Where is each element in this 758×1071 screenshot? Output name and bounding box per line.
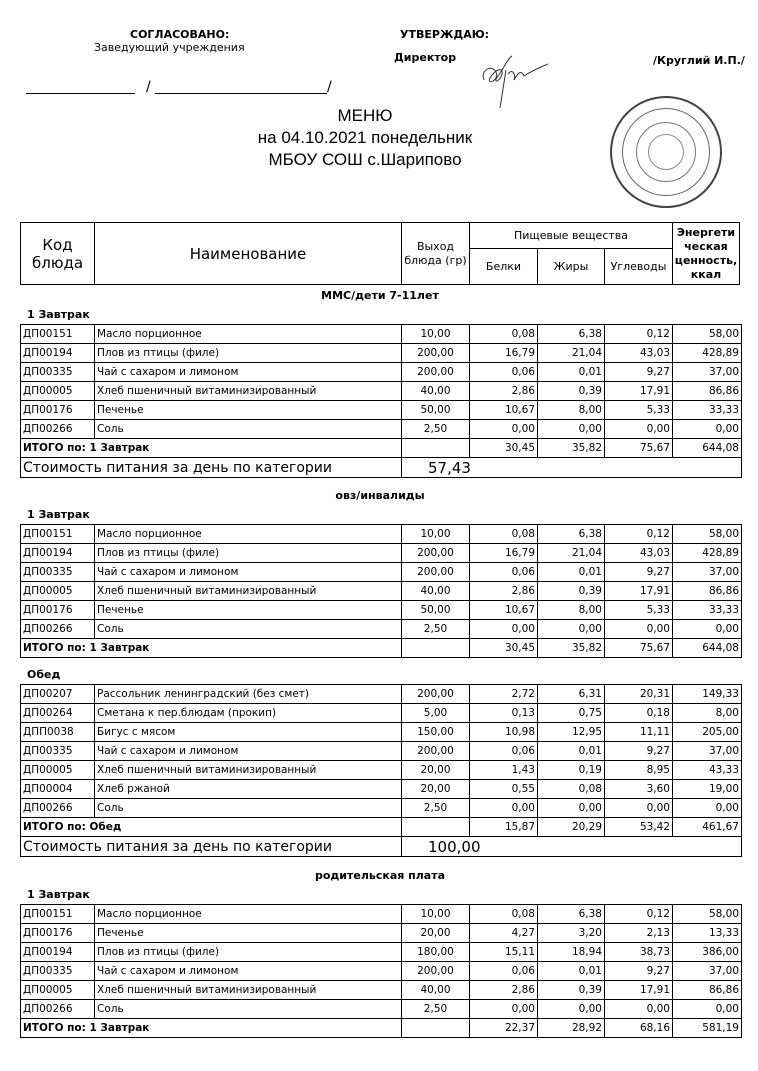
dish-yield: 50,00 <box>402 401 470 420</box>
dish-name: Масло порционное <box>95 905 402 924</box>
table-row <box>21 704 742 723</box>
signature-line <box>26 93 135 94</box>
dish-energy: 86,86 <box>673 582 742 601</box>
dish-energy: 19,00 <box>673 780 742 799</box>
dish-yield: 180,00 <box>402 943 470 962</box>
total-row <box>21 439 742 458</box>
table-row <box>21 620 742 639</box>
cost-row <box>21 837 742 857</box>
dish-yield: 10,00 <box>402 525 470 544</box>
total-label: ИТОГО по: 1 Завтрак <box>21 639 402 658</box>
dish-code: ДП00005 <box>21 382 95 401</box>
dish-yield: 200,00 <box>402 742 470 761</box>
table-header <box>20 222 740 285</box>
dish-code: ДП00335 <box>21 363 95 382</box>
dish-energy: 33,33 <box>673 401 742 420</box>
total-row <box>21 1019 742 1038</box>
total-label: ИТОГО по: 1 Завтрак <box>21 439 402 458</box>
dish-name: Печенье <box>95 401 402 420</box>
menu-table <box>20 904 742 1038</box>
col-fats: Жиры <box>538 249 605 284</box>
dish-code: ДП00266 <box>21 1000 95 1019</box>
dish-code: ДП00005 <box>21 981 95 1000</box>
dish-code: ДП00335 <box>21 563 95 582</box>
dish-code: ДП00194 <box>21 544 95 563</box>
dish-fats: 21,04 <box>538 544 605 563</box>
dish-carbs: 11,11 <box>605 723 673 742</box>
dish-fats: 0,19 <box>538 761 605 780</box>
total-carbs: 53,42 <box>605 818 673 837</box>
dish-yield: 2,50 <box>402 799 470 818</box>
dish-proteins: 0,06 <box>470 742 538 761</box>
dish-yield: 40,00 <box>402 981 470 1000</box>
dish-energy: 37,00 <box>673 962 742 981</box>
dish-yield: 40,00 <box>402 582 470 601</box>
dish-name: Соль <box>95 1000 402 1019</box>
dish-fats: 0,75 <box>538 704 605 723</box>
total-label: ИТОГО по: Обед <box>21 818 402 837</box>
section-title: ММС/дети 7-11лет <box>321 289 439 302</box>
dish-name: Масло порционное <box>95 325 402 344</box>
dish-proteins: 0,00 <box>470 1000 538 1019</box>
dish-name: Хлеб пшеничный витаминизированный <box>95 981 402 1000</box>
total-energy: 644,08 <box>673 439 742 458</box>
dish-carbs: 0,12 <box>605 325 673 344</box>
dish-energy: 386,00 <box>673 943 742 962</box>
dish-carbs: 20,31 <box>605 685 673 704</box>
total-energy: 581,19 <box>673 1019 742 1038</box>
dish-proteins: 0,08 <box>470 525 538 544</box>
dish-yield: 2,50 <box>402 420 470 439</box>
total-carbs: 75,67 <box>605 439 673 458</box>
dish-code: ДП00005 <box>21 761 95 780</box>
dish-proteins: 0,55 <box>470 780 538 799</box>
dish-fats: 0,39 <box>538 981 605 1000</box>
dish-energy: 0,00 <box>673 620 742 639</box>
dish-carbs: 38,73 <box>605 943 673 962</box>
dish-yield: 200,00 <box>402 344 470 363</box>
col-carbs: Углеводы <box>610 260 667 273</box>
menu-table <box>20 324 742 478</box>
school-name: МБОУ СОШ с.Шарипово <box>268 150 462 169</box>
slash: / <box>327 79 332 95</box>
dish-yield: 200,00 <box>402 363 470 382</box>
table-row <box>21 981 742 1000</box>
dish-yield: 5,00 <box>402 704 470 723</box>
dish-proteins: 4,27 <box>470 924 538 943</box>
dish-code: ДП00176 <box>21 924 95 943</box>
stamp-icon <box>610 96 722 208</box>
dish-name: Плов из птицы (филе) <box>95 544 402 563</box>
dish-code: ДП00194 <box>21 943 95 962</box>
total-carbs: 68,16 <box>605 1019 673 1038</box>
dish-code: ДП00266 <box>21 620 95 639</box>
dish-carbs: 0,12 <box>605 525 673 544</box>
meal-title: 1 Завтрак <box>27 888 90 901</box>
section-title: родительская плата <box>314 869 446 882</box>
dish-code: ДП00176 <box>21 601 95 620</box>
dish-fats: 6,38 <box>538 325 605 344</box>
dish-proteins: 0,00 <box>470 420 538 439</box>
cost-value: 100,00 <box>402 837 742 857</box>
total-row <box>21 639 742 658</box>
dish-proteins: 2,72 <box>470 685 538 704</box>
dish-fats: 8,00 <box>538 601 605 620</box>
dish-code: ДП00335 <box>21 742 95 761</box>
dish-fats: 18,94 <box>538 943 605 962</box>
dish-carbs: 17,91 <box>605 981 673 1000</box>
table-row <box>21 525 742 544</box>
col-name: Наименование <box>95 223 402 284</box>
table-row <box>21 325 742 344</box>
dish-name: Чай с сахаром и лимоном <box>95 742 402 761</box>
menu-table <box>20 524 742 658</box>
table-row <box>21 401 742 420</box>
dish-energy: 58,00 <box>673 525 742 544</box>
dish-yield: 10,00 <box>402 325 470 344</box>
dish-name: Масло порционное <box>95 525 402 544</box>
col-nutrients: Пищевые вещества <box>470 223 672 249</box>
dish-fats: 0,01 <box>538 563 605 582</box>
dish-code: ДП00005 <box>21 582 95 601</box>
dish-energy: 86,86 <box>673 382 742 401</box>
total-fats: 35,82 <box>538 439 605 458</box>
dish-carbs: 0,12 <box>605 905 673 924</box>
dish-name: Чай с сахаром и лимоном <box>95 563 402 582</box>
dish-carbs: 9,27 <box>605 962 673 981</box>
dish-energy: 58,00 <box>673 325 742 344</box>
dish-name: Соль <box>95 799 402 818</box>
dish-fats: 0,39 <box>538 582 605 601</box>
col-code: Код блюда <box>21 223 95 284</box>
table-row <box>21 905 742 924</box>
dish-code: ДП00266 <box>21 799 95 818</box>
dish-carbs: 0,00 <box>605 1000 673 1019</box>
dish-fats: 21,04 <box>538 344 605 363</box>
dish-proteins: 16,79 <box>470 544 538 563</box>
col-nutrients-group <box>470 223 673 284</box>
dish-carbs: 2,13 <box>605 924 673 943</box>
dish-yield: 40,00 <box>402 382 470 401</box>
page-title <box>200 105 530 171</box>
table-row <box>21 601 742 620</box>
table-row <box>21 382 742 401</box>
dish-energy: 33,33 <box>673 601 742 620</box>
dish-yield: 20,00 <box>402 761 470 780</box>
dish-fats: 6,38 <box>538 525 605 544</box>
dish-name: Чай с сахаром и лимоном <box>95 363 402 382</box>
dish-proteins: 1,43 <box>470 761 538 780</box>
dish-yield: 150,00 <box>402 723 470 742</box>
table-row <box>21 742 742 761</box>
dish-name: Сметана к пер.блюдам (прокип) <box>95 704 402 723</box>
dish-proteins: 10,98 <box>470 723 538 742</box>
total-proteins: 15,87 <box>470 818 538 837</box>
slash: / <box>146 79 151 95</box>
total-proteins: 22,37 <box>470 1019 538 1038</box>
approved-role: Директор <box>394 51 457 64</box>
dish-fats: 0,00 <box>538 420 605 439</box>
dish-carbs: 8,95 <box>605 761 673 780</box>
dish-carbs: 3,60 <box>605 780 673 799</box>
dish-fats: 3,20 <box>538 924 605 943</box>
meal-title: 1 Завтрак <box>27 508 90 521</box>
cost-value: 57,43 <box>402 458 742 478</box>
dish-name: Чай с сахаром и лимоном <box>95 962 402 981</box>
dish-carbs: 17,91 <box>605 582 673 601</box>
dish-name: Соль <box>95 420 402 439</box>
dish-proteins: 16,79 <box>470 344 538 363</box>
dish-energy: 205,00 <box>673 723 742 742</box>
dish-code: ДП00335 <box>21 962 95 981</box>
dish-name: Печенье <box>95 601 402 620</box>
approved-title: УТВЕРЖДАЮ: <box>400 28 490 41</box>
table-row <box>21 780 742 799</box>
dish-proteins: 0,06 <box>470 363 538 382</box>
dish-yield: 200,00 <box>402 563 470 582</box>
dish-code: ДП00176 <box>21 401 95 420</box>
dish-code: ДПП0038 <box>21 723 95 742</box>
agreed-title: СОГЛАСОВАНО: <box>130 28 230 41</box>
table-row <box>21 761 742 780</box>
dish-yield: 200,00 <box>402 962 470 981</box>
dish-proteins: 2,86 <box>470 582 538 601</box>
dish-energy: 43,33 <box>673 761 742 780</box>
approved-name: /Круглий И.П./ <box>653 54 745 67</box>
dish-name: Бигус с мясом <box>95 723 402 742</box>
dish-code: ДП00264 <box>21 704 95 723</box>
dish-carbs: 9,27 <box>605 742 673 761</box>
dish-fats: 0,00 <box>538 1000 605 1019</box>
dish-energy: 13,33 <box>673 924 742 943</box>
dish-carbs: 17,91 <box>605 382 673 401</box>
dish-carbs: 5,33 <box>605 401 673 420</box>
total-energy: 644,08 <box>673 639 742 658</box>
dish-yield: 2,50 <box>402 1000 470 1019</box>
dish-proteins: 10,67 <box>470 401 538 420</box>
dish-name: Хлеб пшеничный витаминизированный <box>95 382 402 401</box>
dish-fats: 8,00 <box>538 401 605 420</box>
dish-energy: 428,89 <box>673 544 742 563</box>
dish-proteins: 2,86 <box>470 981 538 1000</box>
dish-code: ДП00151 <box>21 325 95 344</box>
dish-fats: 12,95 <box>538 723 605 742</box>
dish-proteins: 0,00 <box>470 799 538 818</box>
dish-yield: 50,00 <box>402 601 470 620</box>
dish-yield: 20,00 <box>402 780 470 799</box>
table-row <box>21 563 742 582</box>
dish-energy: 8,00 <box>673 704 742 723</box>
table-row <box>21 943 742 962</box>
table-row <box>21 685 742 704</box>
dish-carbs: 0,00 <box>605 799 673 818</box>
total-fats: 20,29 <box>538 818 605 837</box>
cost-label: Стоимость питания за день по категории <box>21 837 402 857</box>
signature-icon <box>478 52 568 112</box>
col-energy: Энергети ческая ценность, ккал <box>674 225 738 281</box>
table-row <box>21 723 742 742</box>
section-title: овз/инвалиды <box>335 489 425 502</box>
dish-proteins: 10,67 <box>470 601 538 620</box>
dish-fats: 6,31 <box>538 685 605 704</box>
dish-carbs: 5,33 <box>605 601 673 620</box>
name-line <box>155 93 327 94</box>
cost-label: Стоимость питания за день по категории <box>21 458 402 478</box>
col-yield: Выход блюда (гр) <box>402 223 470 284</box>
dish-code: ДП00194 <box>21 344 95 363</box>
dish-proteins: 0,08 <box>470 905 538 924</box>
dish-code: ДП00004 <box>21 780 95 799</box>
total-proteins: 30,45 <box>470 439 538 458</box>
dish-name: Хлеб пшеничный витаминизированный <box>95 582 402 601</box>
dish-yield: 200,00 <box>402 544 470 563</box>
dish-name: Соль <box>95 620 402 639</box>
dish-code: ДП00207 <box>21 685 95 704</box>
table-row <box>21 1000 742 1019</box>
dish-fats: 0,01 <box>538 962 605 981</box>
menu-date: на 04.10.2021 понедельник <box>257 128 473 147</box>
dish-energy: 86,86 <box>673 981 742 1000</box>
dish-fats: 0,01 <box>538 363 605 382</box>
table-row <box>21 544 742 563</box>
meal-title: 1 Завтрак <box>27 308 90 321</box>
meal-title: Обед <box>27 668 61 681</box>
dish-energy: 428,89 <box>673 344 742 363</box>
cost-row <box>21 458 742 478</box>
dish-fats: 6,38 <box>538 905 605 924</box>
table-row <box>21 962 742 981</box>
dish-fats: 0,39 <box>538 382 605 401</box>
dish-fats: 0,08 <box>538 780 605 799</box>
total-row <box>21 818 742 837</box>
total-fats: 28,92 <box>538 1019 605 1038</box>
dish-proteins: 0,06 <box>470 962 538 981</box>
dish-energy: 0,00 <box>673 1000 742 1019</box>
dish-proteins: 15,11 <box>470 943 538 962</box>
dish-carbs: 0,00 <box>605 620 673 639</box>
total-proteins: 30,45 <box>470 639 538 658</box>
dish-yield: 10,00 <box>402 905 470 924</box>
table-row <box>21 799 742 818</box>
total-carbs: 75,67 <box>605 639 673 658</box>
table-row <box>21 363 742 382</box>
dish-fats: 0,01 <box>538 742 605 761</box>
dish-name: Хлеб пшеничный витаминизированный <box>95 761 402 780</box>
dish-energy: 0,00 <box>673 420 742 439</box>
dish-code: ДП00151 <box>21 905 95 924</box>
dish-proteins: 2,86 <box>470 382 538 401</box>
table-row <box>21 924 742 943</box>
dish-code: ДП00151 <box>21 525 95 544</box>
table-row <box>21 344 742 363</box>
dish-name: Плов из птицы (филе) <box>95 943 402 962</box>
total-label: ИТОГО по: 1 Завтрак <box>21 1019 402 1038</box>
total-fats: 35,82 <box>538 639 605 658</box>
dish-yield: 20,00 <box>402 924 470 943</box>
dish-name: Плов из птицы (филе) <box>95 344 402 363</box>
dish-name: Печенье <box>95 924 402 943</box>
menu-title: МЕНЮ <box>337 106 393 125</box>
col-proteins: Белки <box>470 249 538 284</box>
dish-fats: 0,00 <box>538 799 605 818</box>
dish-carbs: 9,27 <box>605 363 673 382</box>
table-row <box>21 582 742 601</box>
table-row <box>21 420 742 439</box>
dish-proteins: 0,13 <box>470 704 538 723</box>
dish-fats: 0,00 <box>538 620 605 639</box>
dish-energy: 37,00 <box>673 563 742 582</box>
dish-carbs: 9,27 <box>605 563 673 582</box>
dish-carbs: 0,00 <box>605 420 673 439</box>
dish-proteins: 0,06 <box>470 563 538 582</box>
menu-table <box>20 684 742 857</box>
agreed-role: Заведующий учреждения <box>94 41 245 54</box>
dish-carbs: 0,18 <box>605 704 673 723</box>
dish-code: ДП00266 <box>21 420 95 439</box>
dish-proteins: 0,00 <box>470 620 538 639</box>
dish-carbs: 43,03 <box>605 544 673 563</box>
dish-energy: 37,00 <box>673 742 742 761</box>
dish-carbs: 43,03 <box>605 344 673 363</box>
dish-yield: 2,50 <box>402 620 470 639</box>
dish-name: Хлеб ржаной <box>95 780 402 799</box>
dish-energy: 0,00 <box>673 799 742 818</box>
dish-energy: 37,00 <box>673 363 742 382</box>
dish-energy: 149,33 <box>673 685 742 704</box>
dish-yield: 200,00 <box>402 685 470 704</box>
total-energy: 461,67 <box>673 818 742 837</box>
dish-proteins: 0,08 <box>470 325 538 344</box>
dish-name: Рассольник ленинградский (без смет) <box>95 685 402 704</box>
dish-energy: 58,00 <box>673 905 742 924</box>
